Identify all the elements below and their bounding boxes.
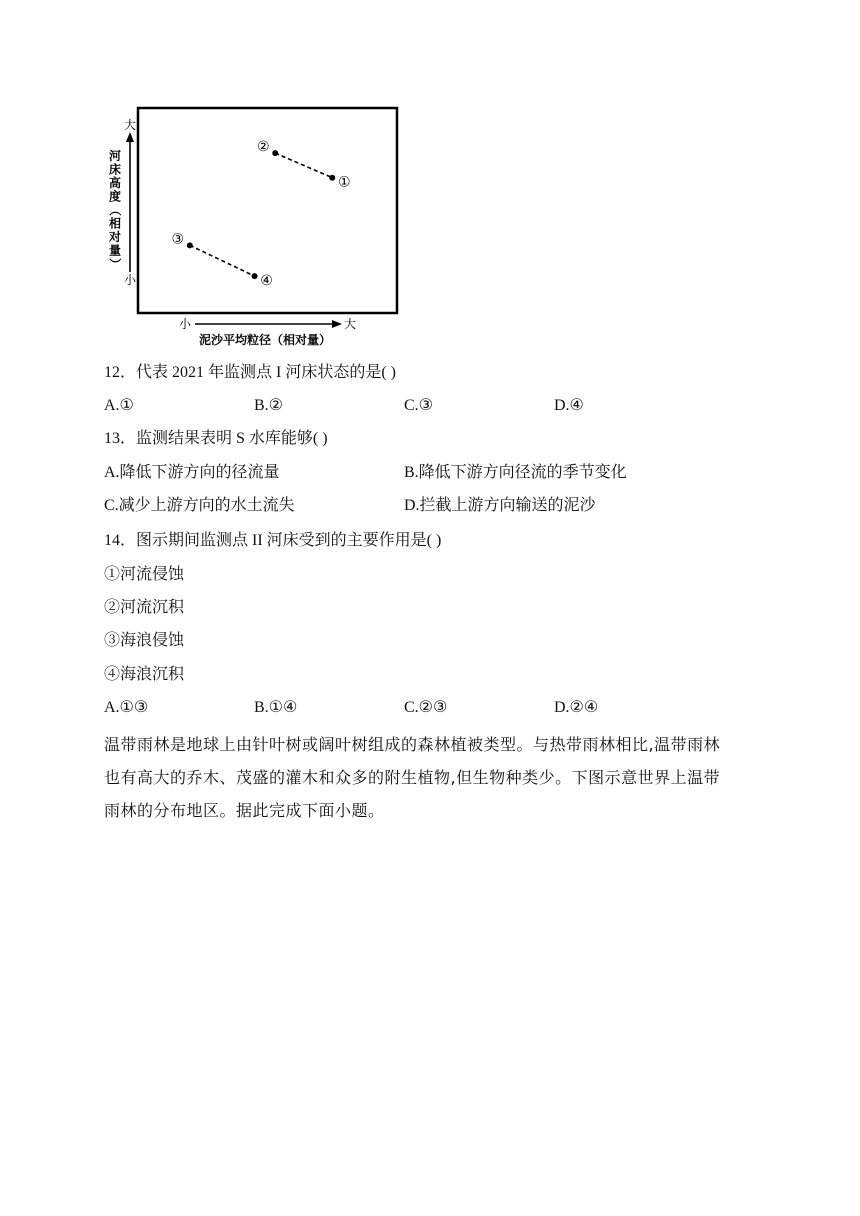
q14-statement-4: ④海浪沉积 [104,666,185,683]
data-point [187,242,193,248]
q14-statement-1: ①河流侵蚀 [104,566,185,583]
passage-line: 温带雨林是地球上由针叶树或阔叶树组成的森林植被类型。与热带雨林相比,温带雨林 [104,735,721,754]
q14-statement-2: ②河流沉积 [104,599,185,616]
point-label: ① [337,174,351,191]
dashed-segment [190,245,255,276]
y-top-label: 大 [123,118,137,132]
x-right-label: 大 [343,317,357,331]
plot-area [172,139,351,289]
passage-line: 雨林的分布地区。据此完成下面小题。 [104,801,385,820]
x-left-label: 小 [178,317,192,331]
q13-option-a: A.降低下游方向的径流量 [104,464,280,481]
y-axis-label [108,148,123,270]
q14-option-d: D.②④ [554,699,599,716]
q12-option-c: C.③ [404,397,434,414]
point-label: ④ [260,273,273,290]
y-axis-label-char: 对 [108,230,122,244]
y-axis-label-char: 度 [108,189,122,204]
y-axis-label-char: 量 [108,243,122,258]
y-axis-label-char: 高 [108,176,122,190]
y-axis-label-char: 河 [108,149,122,163]
point-label: ② [256,139,270,156]
q13-option-b: B.降低下游方向径流的季节变化 [404,464,627,481]
x-axis-label: 泥沙平均粒径（相对量） [198,333,332,347]
riverbed-figure [100,100,420,350]
passage [104,728,756,827]
y-bottom-label: 小 [123,273,137,287]
y-axis-label-char: ） [108,257,122,271]
q14-option-c: C.②③ [404,699,448,716]
data-point [329,175,335,181]
passage-line: 也有高大的乔木、茂盛的灌木和众多的附生植物,但生物种类少。下图示意世界上温带 [104,768,721,787]
y-axis-arrowhead [126,132,134,142]
x-axis-arrowhead [332,320,342,328]
question-14-stem: 14．图示期间监测点 II 河床受到的主要作用是( ) [104,532,442,549]
point-label: ③ [171,231,185,248]
y-axis-label-char: 床 [108,162,122,177]
q12-option-b: B.② [254,397,284,414]
dashed-segment [275,153,332,178]
q13-option-c: C.减少上游方向的水土流失 [104,497,295,514]
question-12-stem: 12．代表 2021 年监测点 I 河床状态的是( ) [104,364,396,381]
q14-option-b: B.①④ [254,699,298,716]
q13-option-d: D.拦截上游方向输送的泥沙 [404,497,596,514]
data-point [252,273,258,279]
y-axis-label-char: 相 [108,216,122,231]
y-axis-label-char: （ [108,203,122,217]
q12-option-d: D.④ [554,397,584,414]
q14-option-a: A.①③ [104,699,149,716]
q12-option-a: A.① [104,397,134,414]
q14-statement-3: ③海浪侵蚀 [104,632,185,649]
data-point [272,150,278,156]
question-13-stem: 13．监测结果表明 S 水库能够( ) [104,430,328,447]
